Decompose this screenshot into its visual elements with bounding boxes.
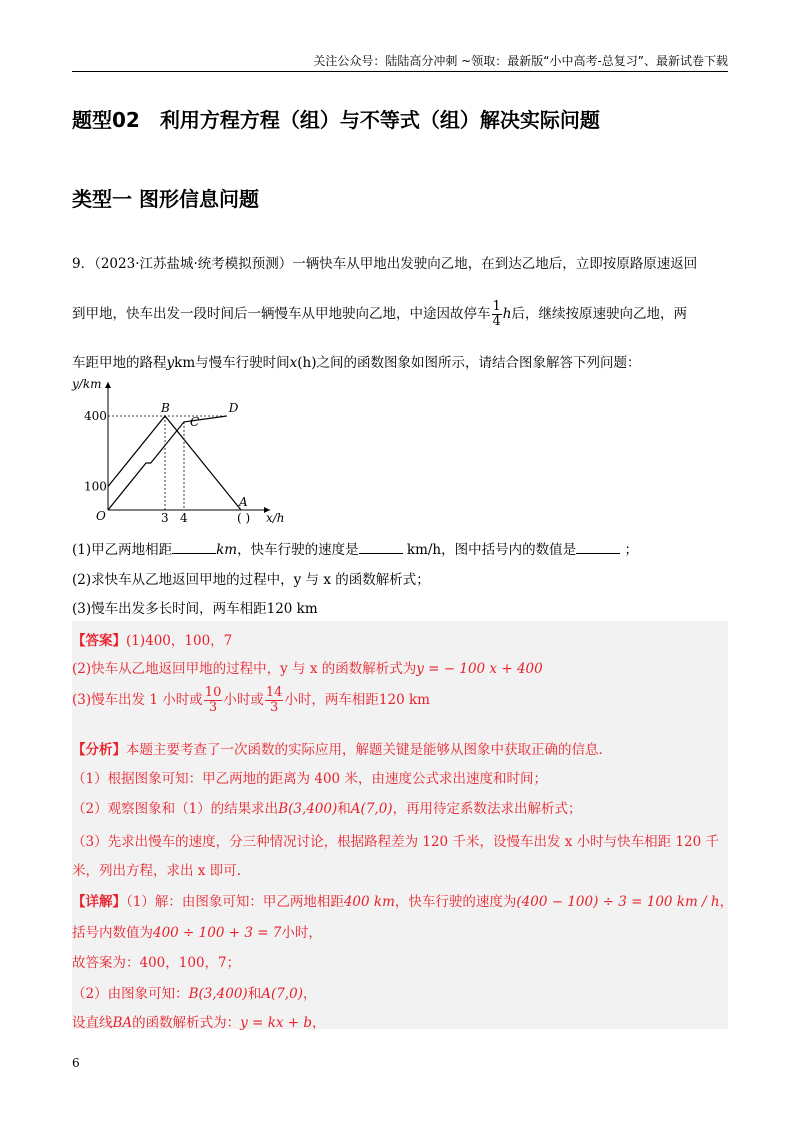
detail-line-4 xyxy=(72,982,316,1002)
detail-1-text-c: ， xyxy=(719,894,734,910)
answer-3-text-b: 小时或 xyxy=(223,692,264,708)
line-BA: BA xyxy=(112,1015,133,1031)
answer-line-2 xyxy=(72,657,543,677)
section-subtitle: 类型一 图形信息问题 xyxy=(72,187,259,211)
detail-2-text-a: 括号内数值为 xyxy=(72,925,153,941)
x-tick-label: 4 xyxy=(180,511,188,525)
x-axis-label: x/h xyxy=(266,511,285,525)
problem-line-3 xyxy=(72,351,732,371)
fraction-den: 4 xyxy=(492,314,501,329)
y-axis-label: y/km xyxy=(72,377,102,391)
analysis-line-4: 米，列出方程，求出 x 即可. xyxy=(72,863,241,879)
question-2: (2)求快车从乙地返回甲地的过程中，y 与 x 的函数解析式； xyxy=(72,572,430,588)
answer-2-text: (2)快车从乙地返回甲地的过程中，y 与 x 的函数解析式为 xyxy=(72,661,417,677)
section-title: 题型02 利用方程方程（组）与不等式（组）解决实际问题 xyxy=(72,108,600,132)
question-1 xyxy=(72,538,732,558)
q1-unit-kmh: km/h xyxy=(406,542,442,558)
detail-4-text-b: ， xyxy=(302,986,317,1002)
point-label-D: D xyxy=(228,401,239,415)
q1-text-c: ，图中括号内的数值是 xyxy=(441,542,577,558)
point-label-B: B xyxy=(161,401,170,415)
y-tick-label: 100 xyxy=(84,479,107,494)
problem-line-2-text-a: 到甲地，快车出发一段时间后一辆慢车从甲地驶向乙地，中途因故停车 xyxy=(72,306,491,322)
detail-line-2 xyxy=(72,921,322,941)
detail-line-1 xyxy=(72,890,733,910)
analysis-2-text-a: （2）观察图象和（1）的结果求出 xyxy=(72,801,279,817)
distance-time-graph xyxy=(72,370,285,530)
problem-line-3-text-a: 车距甲地的路程 xyxy=(72,355,167,371)
answer-2-equation: y = − 100 x + 400 xyxy=(416,661,543,677)
q1-text-a: (1)甲乙两地相距 xyxy=(72,542,173,558)
q3-value: 120 km xyxy=(266,601,318,617)
detail-1-value: 400 km xyxy=(343,894,395,910)
y-tick-label: 400 xyxy=(84,409,107,423)
detail-1-equation: (400 − 100) ÷ 3 = 100 km / h xyxy=(516,894,720,910)
point-label-C: C xyxy=(190,414,200,429)
analysis-2-text-b: ，再用待定系数法求出解析式； xyxy=(392,801,582,817)
detail-4-text-a: （2）由图象可知： xyxy=(72,986,189,1002)
answer-blank-3[interactable] xyxy=(576,541,620,554)
origin-label: O xyxy=(96,509,106,523)
analysis-line-2 xyxy=(72,797,582,817)
answer-3-text-a: (3)慢车出发 1 小时或 xyxy=(72,692,203,708)
detail-1-text-b: ，快车行驶的速度为 xyxy=(394,894,517,910)
detail-2-text-b: 小时， xyxy=(281,925,322,941)
slow-car-line xyxy=(108,416,227,510)
answer-3-value: 120 km xyxy=(378,692,430,708)
unit-h-paren: (h) xyxy=(297,355,317,371)
point-B: B(3,400) xyxy=(278,801,338,817)
detail-tag: 【详解】 xyxy=(72,894,126,910)
q1-text-b: ，快车行驶的速度是 xyxy=(237,542,359,558)
detail-1-text-a: （1）解：由图象可知：甲乙两地相距 xyxy=(126,894,344,910)
analysis-line-3: （3）先求出慢车的速度，分三种情况讨论，根据路程差为 120 千米，设慢车出发 x 小时与快车相距 120 千 xyxy=(72,834,719,850)
x-tick-label: ( ) xyxy=(237,511,251,525)
detail-5-text-a: 设直线 xyxy=(72,1015,113,1031)
fraction-den: 3 xyxy=(208,700,218,715)
x-tick-label: 3 xyxy=(161,511,169,525)
point-B: B(3,400) xyxy=(188,986,248,1002)
detail-2-equation: 400 ÷ 100 + 3 = 7 xyxy=(153,925,282,941)
fraction-num: 1 xyxy=(492,299,501,314)
answer-blank-1[interactable] xyxy=(172,541,216,554)
answer-3-text-c: 小时，两车相距 xyxy=(284,692,379,708)
problem-line-3-text-c: 之间的函数图象如图所示，请结合图象解答下列问题： xyxy=(316,355,641,371)
fraction-ten-thirds xyxy=(204,686,223,715)
detail-5-text-b: 的函数解析式为： xyxy=(132,1015,241,1031)
q1-unit-km: km xyxy=(216,542,238,558)
q1-end: ； xyxy=(624,542,638,558)
detail-4-and: 和 xyxy=(247,986,262,1002)
fraction-num: 10 xyxy=(204,685,222,700)
fraction-quarter xyxy=(492,300,502,329)
detail-line-5 xyxy=(72,1011,326,1031)
answer-blank-2[interactable] xyxy=(359,541,403,554)
detail-5-text-c: ， xyxy=(312,1015,326,1031)
answer-tag: 【答案】 xyxy=(72,633,126,649)
point-A: A(7,0) xyxy=(261,986,303,1002)
fraction-den: 3 xyxy=(269,700,279,715)
detail-line-3: 故答案为：400，100，7； xyxy=(72,955,241,971)
problem-line-2 xyxy=(72,300,732,329)
problem-line-2-text-b: 后，继续按原速驶向乙地，两 xyxy=(511,306,687,322)
analysis-line-1: （1）根据图象可知：甲乙两地的距离为 400 米，由速度公式求出速度和时间； xyxy=(72,771,547,787)
point-A: A(7,0) xyxy=(350,801,393,817)
q3-text: (3)慢车出发多长时间，两车相距 xyxy=(72,601,267,617)
analysis-tag: 【分析】 xyxy=(72,742,126,758)
header-rule xyxy=(72,71,728,72)
fast-car-line xyxy=(108,416,241,510)
analysis-line-0 xyxy=(72,738,612,758)
unit-h: h xyxy=(502,306,512,322)
answer-line-1 xyxy=(72,629,232,649)
problem-line-3-text-b: 与慢车行驶时间 xyxy=(195,355,290,371)
question-3 xyxy=(72,597,732,617)
var-x: x xyxy=(289,355,298,371)
var-y: y xyxy=(166,355,175,371)
problem-line-1: 9．（2023·江苏盐城·统考模拟预测）一辆快车从甲地出发驶向乙地，在到达乙地后，立即按原路原速返回 xyxy=(72,256,698,272)
page-header: 关注公众号：陆陆高分冲刺 ~领取：最新版“小中高考-总复习”、最新试卷下载 xyxy=(313,54,728,68)
answer-line-3 xyxy=(72,686,430,715)
detail-5-equation: y = kx + b xyxy=(240,1015,313,1031)
fraction-fourteen-thirds xyxy=(265,686,284,715)
analysis-0: 本题主要考查了一次函数的实际应用，解题关键是能够从图象中获取正确的信息． xyxy=(126,742,612,758)
fraction-num: 14 xyxy=(265,685,283,700)
analysis-2-and: 和 xyxy=(337,801,351,817)
unit-km: km xyxy=(174,355,196,371)
answer-1: (1)400，100，7 xyxy=(126,633,233,649)
page-number: 6 xyxy=(72,1056,80,1070)
point-label-A: A xyxy=(239,495,248,509)
